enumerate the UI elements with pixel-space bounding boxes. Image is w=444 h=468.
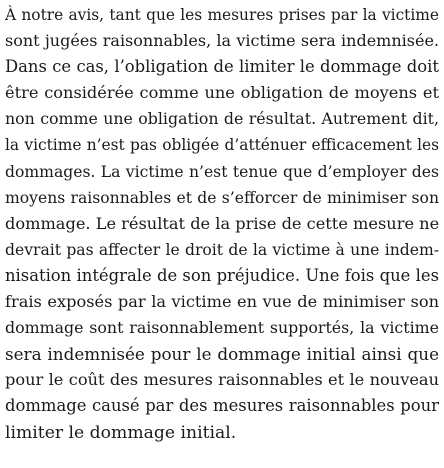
text-page [5, 2, 439, 446]
paragraph-line: la victime n’est pas obligée d’atténuer efficacement les [5, 136, 439, 155]
paragraph-line: Dans ce cas, l’obligation de limiter le dommage doit [5, 57, 439, 77]
body-paragraph [5, 2, 439, 446]
paragraph-line: devrait pas affecter le droit de la victime à une indem- [5, 240, 439, 259]
paragraph-line: limiter le dommage initial. [5, 422, 237, 443]
paragraph-line: nisation intégrale de son préjudice. Une fois que les [5, 265, 439, 285]
paragraph-line: dommage sont raisonnablement supportés, la victime [5, 318, 439, 338]
paragraph-line: moyens raisonnables et de s’efforcer de minimiser son [5, 188, 439, 207]
paragraph-line: pour le coût des mesures raisonnables et le nouveau [5, 370, 439, 390]
paragraph-line: sera indemnisée pour le dommage initial ainsi que [5, 344, 439, 365]
paragraph-line: À notre avis, tant que les mesures prises par la victime [5, 6, 439, 24]
paragraph-line: frais exposés par la victime en vue de minimiser son [5, 292, 439, 312]
paragraph-line: non comme une obligation de résultat. Autrement dit, [5, 109, 439, 129]
paragraph-line: être considérée comme une obligation de moyens et [5, 83, 439, 103]
paragraph-line: dommage causé par des mesures raisonnables pour [5, 396, 439, 416]
paragraph-line: dommages. La victime n’est tenue que d’employer des [5, 162, 439, 181]
paragraph-line: sont jugées raisonnables, la victime sera indemnisée. [5, 31, 439, 51]
paragraph-line: dommage. Le résultat de la prise de cette mesure ne [5, 213, 439, 233]
